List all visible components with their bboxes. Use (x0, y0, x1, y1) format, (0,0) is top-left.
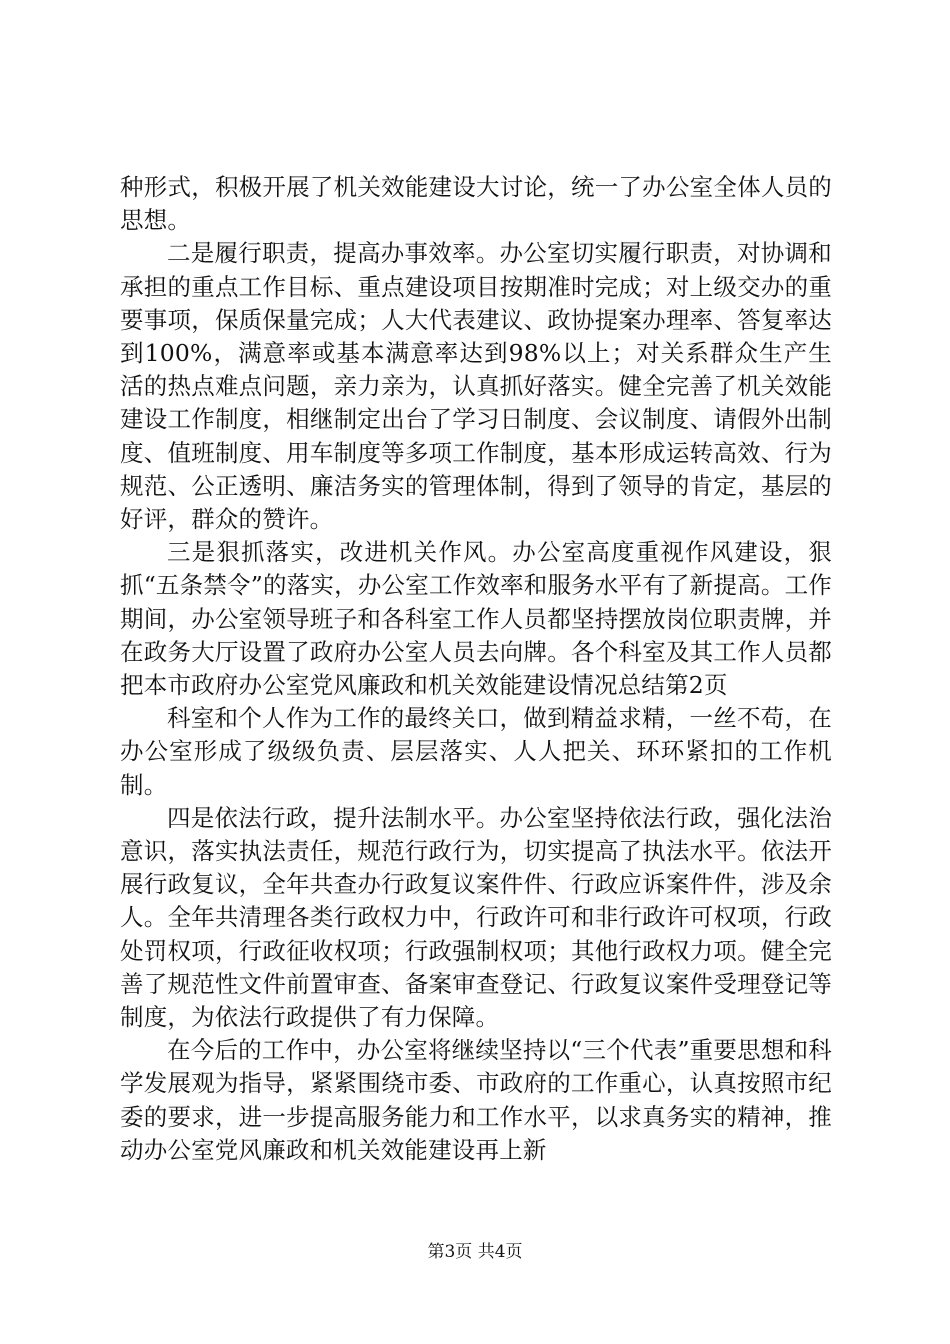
paragraph-4: 科室和个人作为工作的最终关口，做到精益求精，一丝不苟，在办公室形成了级级负责、层层落实、人人把关、环环紧扣的工作机制。 (120, 704, 832, 799)
page-footer: 第3页 共4页 (427, 1242, 523, 1262)
paragraph-1: 种形式，积极开展了机关效能建设大讨论，统一了办公室全体人员的思想。 (120, 173, 832, 235)
paragraph-5: 四是依法行政，提升法制水平。办公室坚持依法行政，强化法治意识，落实执法责任，规范行政行为，切实提高了执法水平。依法开展行政复议，全年共查办行政复议案件件、行政应诉案件件，涉及余人。全年共清理各类行政权力中，行政许可和非行政许可权项，行政处罚权项，行政征收权项；行政强制权项；其他行政权力项。健全完善了规范性文件前置审查、备案审查登记、行政复议案件受理登记等制度，为依法行政提供了有力保障。 (120, 803, 832, 1032)
paragraph-2: 二是履行职责，提高办事效率。办公室切实履行职责，对协调和承担的重点工作目标、重点建设项目按期准时完成；对上级交办的重要事项，保质保量完成；人大代表建议、政协提案办理率、答复率达到100%，满意率或基本满意率达到98%以上；对关系群众生产生活的热点难点问题，亲力亲为，认真抓好落实。健全完善了机关效能建设工作制度，相继制定出台了学习日制度、会议制度、请假外出制度、值班制度、用车制度等多项工作制度，基本形成运转高效、行为规范、公正透明、廉洁务实的管理体制，得到了领导的肯定，基层的好评，群众的赞许。 (120, 239, 832, 534)
paragraph-6: 在今后的工作中，办公室将继续坚持以“三个代表”重要思想和科学发展观为指导，紧紧围绕市委、市政府的工作重心，认真按照市纪委的要求，进一步提高服务能力和工作水平，以求真务实的精神，推动办公室党风廉政和机关效能建设再上新 (120, 1036, 832, 1164)
paragraph-3: 三是狠抓落实，改进机关作风。办公室高度重视作风建设，狠抓“五条禁令”的落实，办公室工作效率和服务水平有了新提高。工作期间，办公室领导班子和各科室工作人员都坚持摆放岗位职责牌，并在政务大厅设置了政府办公室人员去向牌。各个科室及其工作人员都把本市政府办公室党风廉政和机关效能建设情况总结第2页 (120, 538, 832, 700)
document-body (120, 171, 832, 1167)
